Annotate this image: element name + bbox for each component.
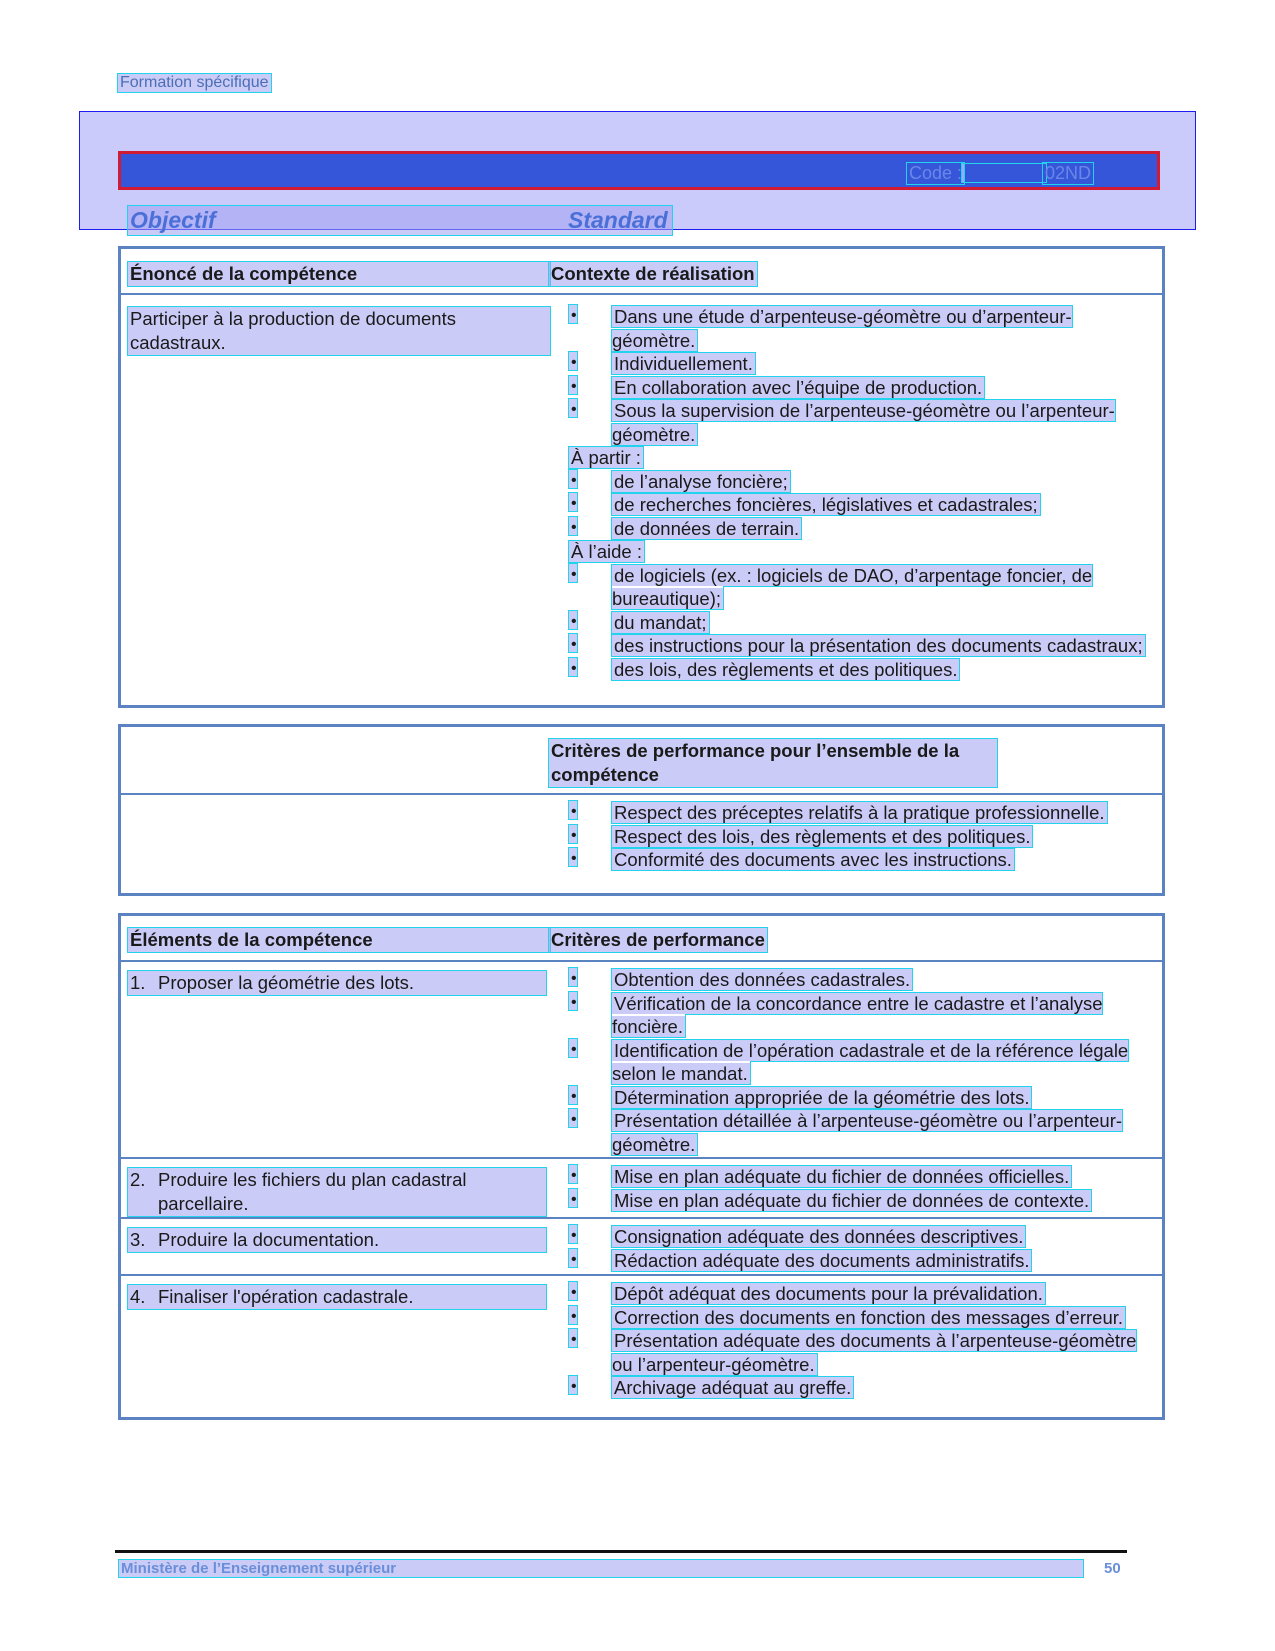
list-item: [569, 564, 1152, 611]
bullet-icon: [569, 801, 577, 819]
bullet-icon: [569, 399, 577, 417]
table-header-row: [121, 727, 1162, 795]
bullet-icon: [569, 1225, 577, 1243]
list-item-text: Obtention des données cadastrales.: [614, 969, 911, 990]
standard-title: Standard: [568, 207, 668, 233]
page-header-text: Formation spécifique: [120, 74, 269, 91]
element-item: [128, 971, 546, 995]
footer-page-number: 50: [1104, 1560, 1121, 1577]
list-item: [569, 1249, 1152, 1273]
list-item: [569, 1165, 1152, 1189]
element-item: [128, 1285, 546, 1309]
bullet-icon: [569, 848, 577, 866]
bullet-icon: [569, 1282, 577, 1300]
table-row: [121, 295, 1162, 705]
competence-statement: Participer à la production de documents cadastraux.: [128, 307, 550, 355]
list-item-text: À l’aide :: [571, 541, 642, 562]
table-row: [121, 1159, 1162, 1219]
element-item: [128, 1168, 546, 1216]
table-header-row: [121, 249, 1162, 295]
criteria-header: Critères de performance: [551, 929, 765, 950]
code-value: 02ND: [1045, 163, 1092, 183]
list-item-text: Dans une étude d’arpenteuse-géomètre ou d’arpenteur-géomètre.: [612, 306, 1072, 351]
list-item: [569, 1306, 1152, 1330]
global-criteria-header: Critères de performance pour l’ensemble de la compétence: [549, 739, 997, 787]
list-item: [569, 801, 1152, 825]
global-criteria-table: [118, 724, 1165, 896]
list-item-text: Vérification de la concordance entre le cadastre et l’analyse foncière.: [612, 992, 1103, 1037]
element-text: Produire les fichiers du plan cadastral parcellaire.: [158, 1169, 467, 1214]
list-item-text: des instructions pour la présentation des documents cadastraux;: [614, 635, 1143, 656]
list-item: [569, 1039, 1152, 1086]
bullet-icon: [569, 1376, 577, 1394]
bullet-icon: [569, 1109, 577, 1127]
list-item: [569, 470, 1152, 494]
code-field: [962, 164, 1046, 182]
list-item-text: Mise en plan adéquate du fichier de données officielles.: [614, 1166, 1070, 1187]
footer-rule: [115, 1550, 1127, 1553]
context-header: Contexte de réalisation: [551, 263, 755, 284]
element-number: 1.: [130, 972, 146, 993]
list-item-text: Consignation adéquate des données descriptives.: [614, 1226, 1024, 1247]
list-item-text: de l’analyse foncière;: [614, 470, 788, 492]
list-item-text: de recherches foncières, législatives et cadastrales;: [614, 494, 1038, 515]
bullet-icon: [569, 1189, 577, 1207]
list-item: [569, 634, 1152, 658]
element-item: [128, 1228, 546, 1252]
competence-elements-table: [118, 913, 1165, 1420]
competence-statement-table: [118, 246, 1165, 708]
list-item: [569, 305, 1152, 352]
list-item: [569, 376, 1152, 400]
code-bar: [118, 151, 1160, 190]
element-number: 2.: [130, 1169, 146, 1190]
list-item: [569, 1329, 1152, 1376]
list-item-text: Conformité des documents avec les instructions.: [614, 849, 1012, 870]
bullet-icon: [569, 1039, 577, 1057]
list-item-text: Dépôt adéquat des documents pour la prévalidation.: [614, 1283, 1043, 1304]
list-item-text: Sous la supervision de l’arpenteuse-géomètre ou l’arpenteur-géomètre.: [612, 400, 1115, 445]
list-item-text: Archivage adéquat au greffe.: [614, 1377, 852, 1398]
list-item: [569, 968, 1152, 992]
list-item-text: de données de terrain.: [614, 517, 800, 539]
table-row: [121, 1276, 1162, 1426]
list-item-text: Respect des préceptes relatifs à la pratique professionnelle.: [614, 802, 1105, 823]
bullet-icon: [569, 634, 577, 652]
context-list: [569, 305, 1152, 681]
elements-header: Éléments de la compétence: [128, 928, 550, 952]
criteria-list: [569, 1282, 1152, 1400]
list-item-text: Identification de l’opération cadastrale et de la référence légale selon le mandat.: [612, 1039, 1129, 1084]
list-item: [569, 352, 1152, 376]
list-item-text: Mise en plan adéquate du fichier de données de contexte.: [614, 1189, 1090, 1211]
list-item-text: de logiciels (ex. : logiciels de DAO, d’arpentage foncier, de bureautique);: [612, 564, 1093, 609]
list-item: [569, 992, 1152, 1039]
bullet-icon: [569, 493, 577, 511]
bullet-icon: [569, 968, 577, 986]
list-item-text: Présentation adéquate des documents à l’arpenteuse-géomètre ou l’arpenteur-géomètre.: [612, 1330, 1137, 1375]
list-item-text: Individuellement.: [614, 353, 753, 374]
list-item: [569, 1109, 1152, 1156]
bullet-icon: [569, 1306, 577, 1324]
bullet-icon: [569, 1086, 577, 1104]
table-row: [121, 1219, 1162, 1276]
list-label: [569, 446, 1152, 470]
list-item: [569, 848, 1152, 872]
code-label: Code :: [909, 163, 963, 183]
table-row: [121, 795, 1162, 895]
list-item-text: À partir :: [571, 447, 641, 468]
list-item-text: Correction des documents en fonction des messages d’erreur.: [614, 1306, 1124, 1328]
bullet-icon: [569, 611, 577, 629]
global-criteria-list: [569, 801, 1152, 872]
list-item-text: des lois, des règlements et des politiques.: [614, 658, 958, 680]
bullet-icon: [569, 1329, 577, 1347]
bullet-icon: [569, 658, 577, 676]
bullet-icon: [569, 352, 577, 370]
list-item: [569, 1086, 1152, 1110]
criteria-list: [569, 1225, 1152, 1272]
bullet-icon: [569, 305, 577, 323]
bullet-icon: [569, 470, 577, 488]
element-number: 3.: [130, 1229, 146, 1250]
elements-body: [121, 962, 1162, 1426]
criteria-list: [569, 1165, 1152, 1212]
list-item-text: Détermination appropriée de la géométrie des lots.: [614, 1086, 1030, 1108]
bullet-icon: [569, 376, 577, 394]
list-item: [569, 1225, 1152, 1249]
list-item-text: Présentation détaillée à l’arpenteuse-géomètre ou l’arpenteur-géomètre.: [612, 1110, 1123, 1155]
table-header-row: [121, 916, 1162, 962]
element-text: Proposer la géométrie des lots.: [158, 972, 415, 993]
objective-title: Objectif: [130, 207, 216, 233]
list-item-text: Rédaction adéquate des documents administratifs.: [614, 1249, 1030, 1271]
list-item: [569, 517, 1152, 541]
table-row: [121, 962, 1162, 1159]
list-item: [569, 493, 1152, 517]
criteria-list: [569, 968, 1152, 1156]
bullet-icon: [569, 564, 577, 582]
list-item: [569, 658, 1152, 682]
list-item: [569, 1189, 1152, 1213]
list-item-text: Respect des lois, des règlements et des politiques.: [614, 825, 1031, 847]
bullet-icon: [569, 1249, 577, 1267]
list-item: [569, 1376, 1152, 1400]
statement-header: Énoncé de la compétence: [128, 262, 550, 286]
element-text: Finaliser l'opération cadastrale.: [158, 1286, 414, 1307]
footer-ministry: Ministère de l’Enseignement supérieur: [119, 1560, 1083, 1577]
bullet-icon: [569, 825, 577, 843]
bullet-icon: [569, 1165, 577, 1183]
list-item: [569, 825, 1152, 849]
list-item-text: En collaboration avec l’équipe de production.: [614, 376, 983, 398]
list-label: [569, 540, 1152, 564]
element-text: Produire la documentation.: [158, 1229, 380, 1250]
bullet-icon: [569, 517, 577, 535]
bullet-icon: [569, 992, 577, 1010]
list-item: [569, 399, 1152, 446]
list-item: [569, 1282, 1152, 1306]
element-number: 4.: [130, 1286, 146, 1307]
list-item-text: du mandat;: [614, 611, 707, 633]
list-item: [569, 611, 1152, 635]
